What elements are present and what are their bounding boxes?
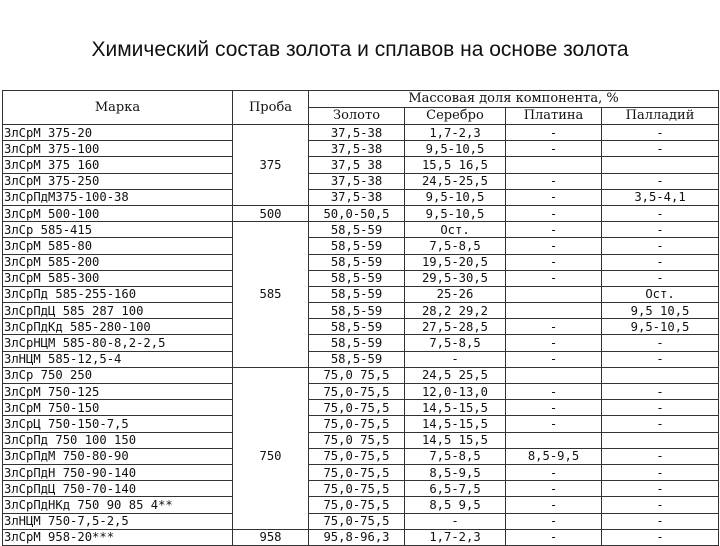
gold-cell: 58,5-59 (309, 351, 405, 367)
probe-cell (233, 238, 309, 254)
silver-cell: 24,5 25,5 (405, 367, 506, 383)
gold-cell: 58,5-59 (309, 319, 405, 335)
palladium-cell: 3,5-4,1 (602, 189, 719, 205)
grade-cell: ЗлСрПдМ375-100-38 (3, 189, 233, 205)
gold-cell: 58,5-59 (309, 254, 405, 270)
palladium-cell: - (602, 270, 719, 286)
platinum-cell (506, 157, 602, 173)
platinum-cell: - (506, 189, 602, 205)
platinum-cell: 8,5-9,5 (506, 448, 602, 464)
table-header-row (3, 91, 719, 108)
palladium-cell: - (602, 173, 719, 189)
probe-cell (233, 270, 309, 286)
palladium-cell: - (602, 448, 719, 464)
grade-cell: ЗлСрМ 375-20 (3, 125, 233, 141)
grade-cell: ЗлСрПд 585-255-160 (3, 286, 233, 302)
table-row (3, 286, 719, 302)
platinum-cell: - (506, 529, 602, 545)
probe-cell (233, 319, 309, 335)
grade-cell: ЗлСрПдЦ 750-70-140 (3, 481, 233, 497)
probe-cell (233, 481, 309, 497)
probe-cell: 585 (233, 286, 309, 302)
platinum-cell (506, 286, 602, 302)
palladium-cell: - (602, 254, 719, 270)
silver-cell: 9,5-10,5 (405, 189, 506, 205)
palladium-cell: - (602, 205, 719, 221)
table-row (3, 529, 719, 545)
gold-cell: 95,8-96,3 (309, 529, 405, 545)
grade-cell: ЗлСрПдКд 585-280-100 (3, 319, 233, 335)
palladium-cell: - (602, 464, 719, 480)
gold-cell: 75,0-75,5 (309, 448, 405, 464)
table-row (3, 222, 719, 238)
gold-cell: 75,0-75,5 (309, 416, 405, 432)
platinum-cell: - (506, 173, 602, 189)
silver-cell: 1,7-2,3 (405, 529, 506, 545)
gold-cell: 37,5-38 (309, 189, 405, 205)
silver-cell: 12,0-13,0 (405, 384, 506, 400)
platinum-cell: - (506, 464, 602, 480)
platinum-cell: - (506, 351, 602, 367)
silver-cell: 9,5-10,5 (405, 141, 506, 157)
silver-cell: 14,5-15,5 (405, 400, 506, 416)
palladium-cell: - (602, 513, 719, 529)
probe-cell (233, 173, 309, 189)
grade-cell: ЗлСрМ 500-100 (3, 205, 233, 221)
silver-cell: 6,5-7,5 (405, 481, 506, 497)
platinum-cell (506, 303, 602, 319)
table-row (3, 416, 719, 432)
probe-cell (233, 222, 309, 238)
grade-cell: ЗлСрМ 750-150 (3, 400, 233, 416)
probe-cell (233, 141, 309, 157)
gold-cell: 37,5-38 (309, 173, 405, 189)
silver-cell: 27,5-28,5 (405, 319, 506, 335)
silver-cell: 9,5-10,5 (405, 205, 506, 221)
table-row (3, 367, 719, 383)
table-row (3, 205, 719, 221)
silver-cell: 15,5 16,5 (405, 157, 506, 173)
table-row (3, 303, 719, 319)
probe-cell (233, 497, 309, 513)
gold-cell: 37,5-38 (309, 141, 405, 157)
platinum-cell (506, 367, 602, 383)
grade-cell: ЗлСрМ 585-80 (3, 238, 233, 254)
silver-cell: 19,5-20,5 (405, 254, 506, 270)
silver-cell: 7,5-8,5 (405, 335, 506, 351)
palladium-cell: - (602, 238, 719, 254)
table-row (3, 125, 719, 141)
platinum-cell: - (506, 141, 602, 157)
gold-cell: 58,5-59 (309, 335, 405, 351)
grade-cell: ЗлНЦМ 750-7,5-2,5 (3, 513, 233, 529)
table-row (3, 448, 719, 464)
table-row (3, 141, 719, 157)
probe-cell (233, 303, 309, 319)
probe-cell: 958 (233, 529, 309, 545)
table-row (3, 497, 719, 513)
palladium-cell: - (602, 400, 719, 416)
probe-cell (233, 189, 309, 205)
probe-cell (233, 384, 309, 400)
probe-cell: 375 (233, 157, 309, 173)
col-header-silver: Серебро (405, 108, 506, 125)
gold-cell: 75,0-75,5 (309, 464, 405, 480)
palladium-cell (602, 157, 719, 173)
silver-cell: 7,5-8,5 (405, 448, 506, 464)
palladium-cell: - (602, 351, 719, 367)
probe-cell: 500 (233, 205, 309, 221)
grade-cell: ЗлСр 585-415 (3, 222, 233, 238)
platinum-cell: - (506, 254, 602, 270)
platinum-cell: - (506, 205, 602, 221)
grade-cell: ЗлСрМ 375-100 (3, 141, 233, 157)
probe-cell (233, 125, 309, 141)
gold-cell: 37,5-38 (309, 125, 405, 141)
slide-title: Химический состав золота и сплавов на основе золота (91, 38, 629, 61)
col-header-mass-fraction: Массовая доля компонента, % (309, 91, 719, 108)
table-row (3, 481, 719, 497)
gold-cell: 58,5-59 (309, 270, 405, 286)
probe-cell (233, 513, 309, 529)
platinum-cell: - (506, 513, 602, 529)
gold-cell: 58,5-59 (309, 222, 405, 238)
table-row (3, 432, 719, 448)
table-row (3, 157, 719, 173)
gold-cell: 75,0 75,5 (309, 367, 405, 383)
palladium-cell: - (602, 497, 719, 513)
probe-cell (233, 464, 309, 480)
platinum-cell: - (506, 270, 602, 286)
table-row (3, 351, 719, 367)
silver-cell: 8,5-9,5 (405, 464, 506, 480)
grade-cell: ЗлСрМ 375-250 (3, 173, 233, 189)
gold-cell: 58,5-59 (309, 303, 405, 319)
grade-cell: ЗлСрМ 585-200 (3, 254, 233, 270)
col-header-gold: Золото (309, 108, 405, 125)
palladium-cell: - (602, 125, 719, 141)
col-header-palladium: Палладий (602, 108, 719, 125)
palladium-cell (602, 367, 719, 383)
silver-cell: 25-26 (405, 286, 506, 302)
table-row (3, 464, 719, 480)
table-row (3, 173, 719, 189)
probe-cell (233, 432, 309, 448)
silver-cell: 7,5-8,5 (405, 238, 506, 254)
gold-cell: 50,0-50,5 (309, 205, 405, 221)
silver-cell: 14,5 15,5 (405, 432, 506, 448)
table-row (3, 400, 719, 416)
grade-cell: ЗлСр 750 250 (3, 367, 233, 383)
platinum-cell: - (506, 319, 602, 335)
silver-cell: 28,2 29,2 (405, 303, 506, 319)
gold-cell: 75,0-75,5 (309, 481, 405, 497)
gold-cell: 75,0-75,5 (309, 384, 405, 400)
col-header-grade: Марка (3, 91, 233, 125)
platinum-cell: - (506, 416, 602, 432)
grade-cell: ЗлСрМ 375 160 (3, 157, 233, 173)
table-row (3, 384, 719, 400)
silver-cell: 14,5-15,5 (405, 416, 506, 432)
grade-cell: ЗлНЦМ 585-12,5-4 (3, 351, 233, 367)
col-header-platinum: Платина (506, 108, 602, 125)
palladium-cell: - (602, 416, 719, 432)
grade-cell: ЗлСрПдМ 750-80-90 (3, 448, 233, 464)
silver-cell: Ост. (405, 222, 506, 238)
palladium-cell: - (602, 335, 719, 351)
probe-cell (233, 335, 309, 351)
palladium-cell: - (602, 141, 719, 157)
col-header-probe: Проба (233, 91, 309, 125)
probe-cell: 750 (233, 448, 309, 464)
silver-cell: - (405, 351, 506, 367)
silver-cell: 24,5-25,5 (405, 173, 506, 189)
palladium-cell: - (602, 384, 719, 400)
silver-cell: 8,5 9,5 (405, 497, 506, 513)
platinum-cell: - (506, 400, 602, 416)
table-row (3, 319, 719, 335)
grade-cell: ЗлСрПдНКд 750 90 85 4** (3, 497, 233, 513)
gold-cell: 75,0-75,5 (309, 497, 405, 513)
platinum-cell: - (506, 481, 602, 497)
platinum-cell (506, 432, 602, 448)
palladium-cell: - (602, 529, 719, 545)
platinum-cell: - (506, 335, 602, 351)
probe-cell (233, 416, 309, 432)
gold-cell: 58,5-59 (309, 286, 405, 302)
probe-cell (233, 254, 309, 270)
grade-cell: ЗлСрМ 958-20*** (3, 529, 233, 545)
platinum-cell: - (506, 497, 602, 513)
grade-cell: ЗлСрМ 585-300 (3, 270, 233, 286)
table-row (3, 513, 719, 529)
table-body (3, 125, 719, 546)
grade-cell: ЗлСрПдН 750-90-140 (3, 464, 233, 480)
palladium-cell: Ост. (602, 286, 719, 302)
silver-cell: - (405, 513, 506, 529)
palladium-cell: 9,5 10,5 (602, 303, 719, 319)
probe-cell (233, 367, 309, 383)
table-row (3, 270, 719, 286)
gold-cell: 75,0 75,5 (309, 432, 405, 448)
gold-alloys-table (2, 90, 719, 546)
table-row (3, 335, 719, 351)
grade-cell: ЗлСрПдЦ 585 287 100 (3, 303, 233, 319)
table-row (3, 254, 719, 270)
palladium-cell (602, 432, 719, 448)
grade-cell: ЗлСрПд 750 100 150 (3, 432, 233, 448)
palladium-cell: 9,5-10,5 (602, 319, 719, 335)
silver-cell: 29,5-30,5 (405, 270, 506, 286)
table-row (3, 238, 719, 254)
grade-cell: ЗлСрМ 750-125 (3, 384, 233, 400)
platinum-cell: - (506, 384, 602, 400)
palladium-cell: - (602, 481, 719, 497)
silver-cell: 1,7-2,3 (405, 125, 506, 141)
table-row (3, 189, 719, 205)
platinum-cell: - (506, 125, 602, 141)
palladium-cell: - (602, 222, 719, 238)
gold-cell: 75,0-75,5 (309, 513, 405, 529)
probe-cell (233, 400, 309, 416)
gold-cell: 37,5 38 (309, 157, 405, 173)
grade-cell: ЗлСрНЦМ 585-80-8,2-2,5 (3, 335, 233, 351)
grade-cell: ЗлСрЦ 750-150-7,5 (3, 416, 233, 432)
gold-cell: 58,5-59 (309, 238, 405, 254)
platinum-cell: - (506, 222, 602, 238)
gold-cell: 75,0-75,5 (309, 400, 405, 416)
platinum-cell: - (506, 238, 602, 254)
probe-cell (233, 351, 309, 367)
